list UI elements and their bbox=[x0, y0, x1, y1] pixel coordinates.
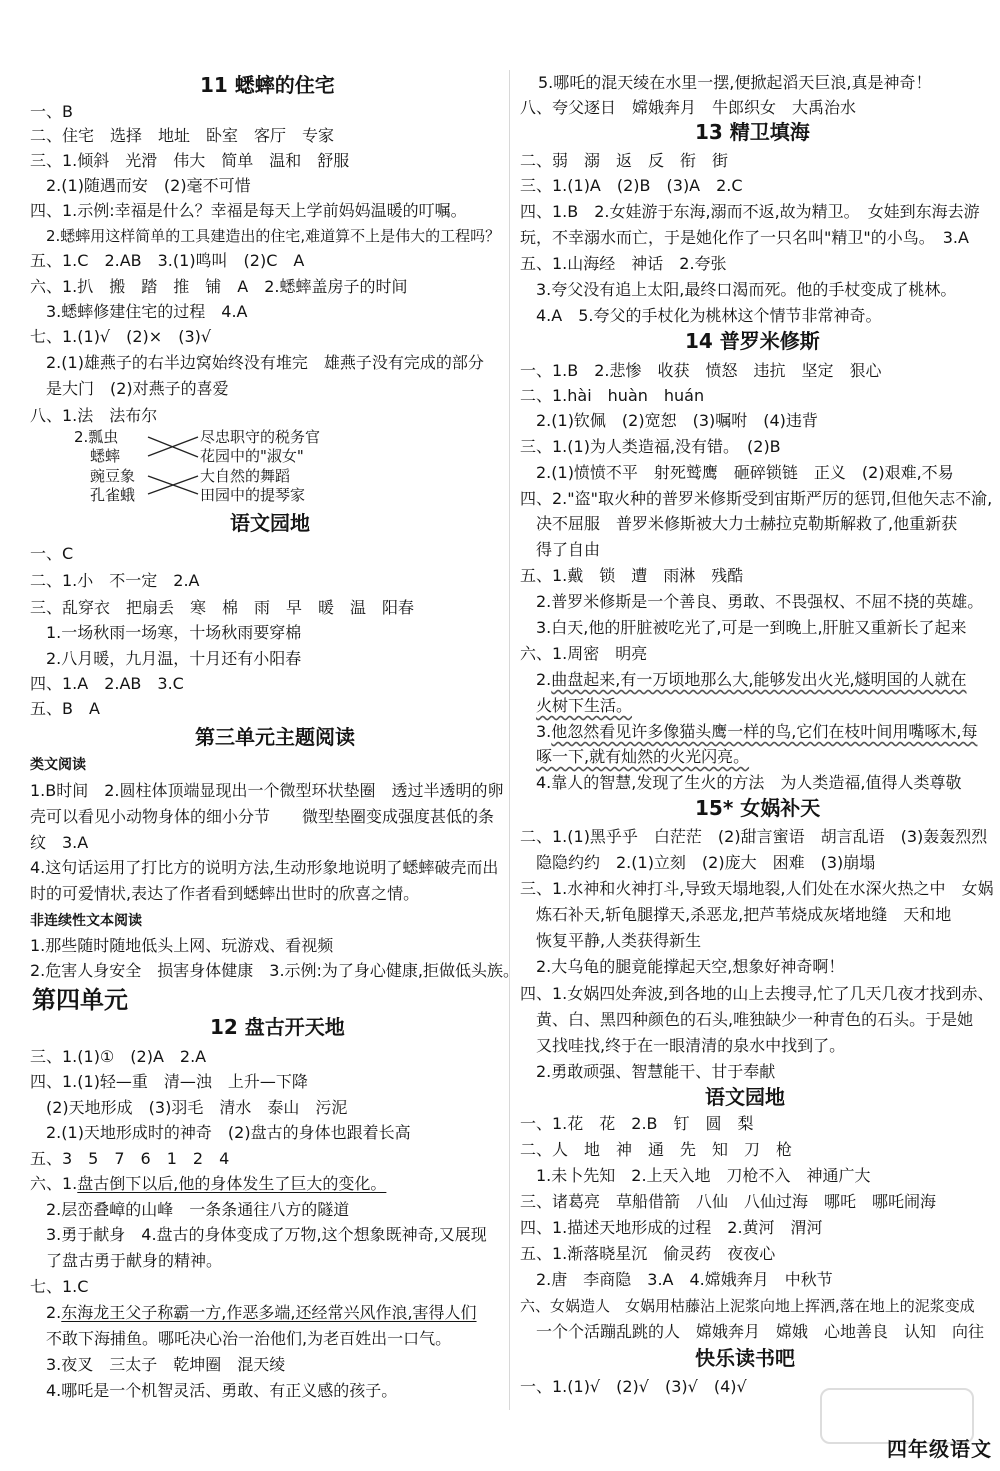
answer-line: 二、人 地 神 通 先 知 刀 枪 bbox=[520, 1140, 793, 1159]
answer-line bbox=[536, 746, 749, 770]
answer-line: 纹 3.A bbox=[30, 833, 89, 852]
answer-line: 2.八月暖，九月温，十月还有小阳春 bbox=[46, 649, 302, 668]
answer-line: 2.层峦叠嶂的山峰 一条条通往八方的隧道 bbox=[46, 1200, 350, 1219]
answer-line: 5.哪吒的混天绫在水里一摆,便掀起滔天巨浪,真是神奇！ bbox=[538, 73, 932, 92]
answer-label: 2. bbox=[46, 1303, 62, 1322]
answer-line: 2.勇敢顽强、智慧能干、甘于奉献 bbox=[536, 1062, 776, 1081]
answer-line: 3.蟋蟀修建住宅的过程 4.A bbox=[46, 302, 248, 321]
answer-line: 六、女娲造人 女娲用枯藤沾上泥浆向地上挥洒,落在地上的泥浆变成 bbox=[520, 1297, 975, 1315]
answer-line: 决不屈服 普罗米修斯被大力士赫拉克勒斯解救了,他重新获 bbox=[536, 514, 958, 533]
underlined-answer: 东海龙王父子称霸一方,作恶多端,还经常兴风作浪,害得人们 bbox=[61, 1303, 477, 1322]
match-left-item: 孔雀蛾 bbox=[90, 486, 136, 504]
answer-line: 三、1.倾斜 光滑 伟大 简单 温和 舒服 bbox=[30, 151, 350, 170]
answer-line: 二、1.(1)黑乎乎 白茫茫 (2)甜言蜜语 胡言乱语 (3)轰轰烈烈 bbox=[520, 827, 988, 846]
answer-line: 1.一场秋雨一场寒，十场秋雨要穿棉 bbox=[46, 623, 302, 642]
wavy-underlined-answer: 曲盘起来,有一万顷地那么大,能够发出火光,燧明国的人就在 bbox=[551, 670, 967, 689]
answer-line: 三、1.(1)① (2)A 2.A bbox=[30, 1047, 207, 1066]
answer-line: 2.(1)钦佩 (2)宽恕 (3)嘱咐 (4)违背 bbox=[536, 411, 818, 430]
answer-line: 玩，不幸溺水而亡，于是她化作了一只名叫"精卫"的小鸟。 3.A bbox=[520, 228, 969, 247]
answer-line: 五、1.戴 锁 遭 雨淋 残酷 bbox=[520, 566, 744, 585]
answer-line: 1.B时间 2.圆柱体顶端显现出一个微型环状垫圈 透过半透明的卵 bbox=[30, 781, 504, 800]
answer-line: 3.夜叉 三太子 乾坤圈 混天绫 bbox=[46, 1355, 286, 1374]
match-left-item: 豌豆象 bbox=[90, 467, 136, 485]
section-title-unit3-reading: 第三单元主题阅读 bbox=[195, 725, 355, 749]
wavy-underlined-answer: 火树下生活。 bbox=[536, 696, 633, 715]
answer-line: 2.(1)愤愤不平 射死鹫鹰 砸碎锁链 正义 (2)艰难,不易 bbox=[536, 463, 954, 482]
sub-heading: 非连续性文本阅读 bbox=[30, 913, 142, 929]
answer-line: 三、诸葛亮 草船借箭 八仙 八仙过海 哪吒 哪吒闹海 bbox=[520, 1192, 937, 1211]
sub-heading: 类文阅读 bbox=[30, 757, 86, 773]
answer-line: 2.(1)雄燕子的右半边窝始终没有堆完 雄燕子没有完成的部分 bbox=[46, 353, 484, 372]
answer-line: 4.靠人的智慧,发现了生火的方法 为人类造福,值得人类尊敬 bbox=[536, 773, 962, 792]
page-footer-subject: 四年级语文 bbox=[887, 1437, 992, 1461]
answer-line: 八、夸父逐日 嫦娥奔月 牛郎织女 大禹治水 bbox=[520, 98, 857, 117]
answer-line: 一、C bbox=[30, 544, 74, 563]
answer-line: 2.普罗米修斯是一个善良、勇敢、不畏强权、不屈不挠的英雄。 bbox=[536, 592, 984, 611]
answer-line: 恢复平静,人类获得新生 bbox=[536, 931, 702, 950]
answer-line: 一个个活蹦乱跳的人 嫦娥奔月 嫦娥 心地善良 认知 向往 bbox=[536, 1322, 985, 1341]
answer-label: 2. bbox=[536, 670, 552, 689]
answer-line: 2.(1)随遇而安 (2)毫不可惜 bbox=[46, 176, 251, 195]
answer-line: 4.这句话运用了打比方的说明方法,生动形象地说明了蟋蟀破壳而出 bbox=[30, 858, 499, 877]
answer-line: 六、1.扒 搬 踏 推 铺 A 2.蟋蟀盖房子的时间 bbox=[30, 277, 408, 296]
answer-line: 五、1.渐落晓星沉 偷灵药 夜夜心 bbox=[520, 1244, 776, 1263]
answer-line: 1.未卜先知 2.上天入地 刀枪不入 神通广大 bbox=[536, 1166, 871, 1185]
answer-line: 四、2."盗"取火种的普罗米修斯受到宙斯严厉的惩罚,但他矢志不渝, bbox=[520, 489, 993, 508]
answer-line: 了盘古勇于献身的精神。 bbox=[46, 1251, 223, 1270]
answer-line: 八、1.法 法布尔 bbox=[30, 406, 158, 425]
section-title-reading-club: 快乐读书吧 bbox=[695, 1346, 795, 1370]
answer-line: 炼石补天,斩龟腿撑天,杀恶龙,把芦苇烧成灰堵地缝 天和地 bbox=[536, 905, 952, 924]
answer-line: 2.唐 李商隐 3.A 4.嫦娥奔月 中秋节 bbox=[536, 1270, 833, 1289]
section-title-garden: 语文园地 bbox=[230, 511, 310, 535]
answer-line: 二、1.hài huàn huán bbox=[520, 386, 705, 405]
match-right-item: 花园中的"淑女" bbox=[200, 447, 304, 465]
answer-line: 一、B bbox=[30, 102, 73, 121]
answer-line: 三、乱穿衣 把扇丢 寒 棉 雨 早 暖 温 阳春 bbox=[30, 598, 415, 617]
wavy-underlined-answer: 他忽然看见许多像猫头鹰一样的鸟,它们在枝叶间用嘴啄木,每 bbox=[551, 722, 978, 741]
underlined-answer: 盘古倒下以后,他的身体发生了巨大的变化。 bbox=[77, 1174, 387, 1193]
section-title-15: 15* 女娲补天 bbox=[695, 796, 821, 820]
answer-line: 一、1.(1)√ (2)√ (3)√ (4)√ bbox=[520, 1377, 747, 1396]
answer-line: 二、住宅 选择 地址 卧室 客厅 专家 bbox=[30, 126, 335, 145]
matching-exercise bbox=[30, 428, 360, 508]
answer-line: 隐隐约约 2.(1)立刻 (2)庞大 困难 (3)崩塌 bbox=[536, 853, 876, 872]
answer-line: 三、1.(1)为人类造福,没有错。 (2)B bbox=[520, 437, 781, 456]
answer-line: 4.哪吒是一个机智灵活、勇敢、有正义感的孩子。 bbox=[46, 1381, 398, 1400]
answer-line: 2.蟋蟀用这样简单的工具建造出的住宅,难道算不上是伟大的工程吗？ bbox=[46, 227, 501, 245]
answer-line: 3.白天,他的肝脏被吃光了,可是一到晚上,肝脏又重新长了起来 bbox=[536, 618, 967, 637]
answer-line: 3.勇于献身 4.盘古的身体变成了万物,这个想象既神奇,又展现 bbox=[46, 1225, 487, 1244]
answer-line: 得了自由 bbox=[536, 540, 601, 559]
answer-label: 3. bbox=[536, 722, 552, 741]
answer-line: 2.(1)天地形成时的神奇 (2)盘古的身体也跟着长高 bbox=[46, 1123, 411, 1142]
answer-line: 黄、白、黑四种颜色的石头,唯独缺少一种青色的石头。于是她 bbox=[536, 1010, 974, 1029]
section-title-14: 14 普罗米修斯 bbox=[685, 329, 820, 353]
answer-line: 七、1.(1)√ (2)× (3)√ bbox=[30, 327, 212, 346]
answer-line: 不敢下海捕鱼。哪吒决心治一治他们,为老百姓出一口气。 bbox=[46, 1329, 452, 1348]
answer-line bbox=[46, 1302, 477, 1326]
answer-line: 3.夸父没有追上太阳,最终口渴而死。他的手杖变成了桃林。 bbox=[536, 280, 957, 299]
answer-line: 四、1.B 2.女娃游于东海,溺而不返,故为精卫。 女娃到东海去游 bbox=[520, 202, 980, 221]
answer-line: 是大门 (2)对燕子的喜爱 bbox=[46, 379, 229, 398]
answer-line: 一、1.B 2.悲惨 收获 愤怒 违抗 坚定 狠心 bbox=[520, 361, 882, 380]
answer-line: 五、B A bbox=[30, 699, 100, 718]
section-title-12: 12 盘古开天地 bbox=[210, 1015, 345, 1039]
answer-line: 五、1.山海经 神话 2.夸张 bbox=[520, 254, 727, 273]
section-title-13: 13 精卫填海 bbox=[695, 120, 810, 144]
column-divider bbox=[509, 70, 510, 1410]
answer-line: 四、1.女娲四处奔波,到各地的山上去搜寻,忙了几天几夜才找到赤、 bbox=[520, 984, 994, 1003]
answer-line: 三、1.(1)A (2)B (3)A 2.C bbox=[520, 176, 743, 195]
match-right-item: 田园中的提琴家 bbox=[200, 486, 306, 504]
match-right-item: 大自然的舞蹈 bbox=[200, 467, 291, 485]
answer-line: 三、1.水神和火神打斗,导致天塌地裂,人们处在水深火热之中 女娲 bbox=[520, 879, 994, 898]
answer-line: 四、1.示例:幸福是什么？幸福是每天上学前妈妈温暖的叮嘱。 bbox=[30, 201, 467, 220]
answer-line: 二、弱 溺 返 反 衔 街 bbox=[520, 151, 729, 170]
answer-line: 四、1.(1)轻—重 清—浊 上升—下降 bbox=[30, 1072, 308, 1091]
answer-line bbox=[30, 1173, 386, 1197]
answer-line: 七、1.C bbox=[30, 1277, 89, 1296]
section-title-garden-right: 语文园地 bbox=[705, 1085, 785, 1109]
answer-line bbox=[536, 695, 632, 719]
answer-line: 六、1.周密 明亮 bbox=[520, 644, 648, 663]
answer-line bbox=[536, 721, 977, 745]
unit-title: 第四单元 bbox=[32, 986, 128, 1014]
answer-line: 二、1.小 不一定 2.A bbox=[30, 571, 200, 590]
answer-line: 五、1.C 2.AB 3.(1)鸣叫 (2)C A bbox=[30, 251, 305, 270]
section-title-11: 11 蟋蟀的住宅 bbox=[200, 73, 335, 97]
answer-line: 时的可爱情状,表达了作者看到蟋蟀出世时的欣喜之情。 bbox=[30, 884, 420, 903]
answer-line: 四、1.描述天地形成的过程 2.黄河 渭河 bbox=[520, 1218, 823, 1237]
match-left-item: 蟋蟀 bbox=[90, 447, 121, 465]
answer-line: 一、1.花 花 2.B 钉 圆 梨 bbox=[520, 1114, 754, 1133]
answer-line: 2.大乌龟的腿竟能撑起天空,想象好神奇啊！ bbox=[536, 957, 845, 976]
answer-line: (2)天地形成 (3)羽毛 清水 泰山 污泥 bbox=[46, 1098, 348, 1117]
answer-line: 壳可以看见小动物身体的细小分节 微型垫圈变成强度甚低的条 bbox=[30, 807, 495, 826]
answer-line: 1.那些随时随地低头上网、玩游戏、看视频 bbox=[30, 936, 334, 955]
match-right-item: 尽忠职守的税务官 bbox=[200, 428, 321, 446]
answer-line: 五、3 5 7 6 1 2 4 bbox=[30, 1149, 230, 1168]
answer-line bbox=[536, 669, 967, 693]
answer-line: 2.危害人身安全 损害身体健康 3.示例:为了身心健康,拒做低头族。 bbox=[30, 961, 520, 980]
match-left-item: 2.瓢虫 bbox=[74, 428, 119, 446]
answer-line: 4.A 5.夸父的手杖化为桃林这个情节非常神奇。 bbox=[536, 306, 882, 325]
answer-line: 四、1.A 2.AB 3.C bbox=[30, 674, 184, 693]
wavy-underlined-answer: 啄一下,就有灿然的火光闪亮。 bbox=[536, 747, 750, 766]
answer-label: 六、1. bbox=[30, 1174, 78, 1193]
answer-line: 又找哇找,终于在一眼清清的泉水中找到了。 bbox=[536, 1036, 846, 1055]
